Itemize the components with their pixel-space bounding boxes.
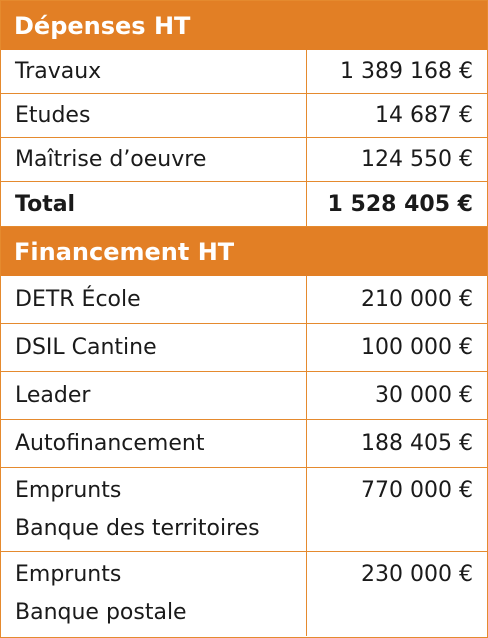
row-label: Etudes bbox=[1, 94, 307, 137]
row-label: Autofinancement bbox=[1, 420, 307, 467]
row-value: 210 000 € bbox=[361, 287, 473, 312]
table-row-emprunts-territoires bbox=[1, 468, 487, 552]
financement-title: Financement HT bbox=[14, 237, 235, 266]
row-label: DSIL Cantine bbox=[1, 324, 307, 371]
row-value: 188 405 € bbox=[361, 431, 473, 456]
row-label: DETR École bbox=[1, 276, 307, 323]
depenses-header bbox=[1, 1, 487, 50]
row-value: 770 000 € bbox=[361, 478, 473, 503]
total-value: 1 528 405 € bbox=[327, 191, 473, 217]
table-row-autofinancement bbox=[1, 420, 487, 468]
row-label-line2: Banque postale bbox=[15, 600, 187, 625]
row-label-line1: Emprunts bbox=[15, 478, 122, 503]
depenses-title: Dépenses HT bbox=[14, 11, 191, 40]
total-label: Total bbox=[1, 182, 307, 226]
table-row-emprunts-postale bbox=[1, 552, 487, 636]
row-label: Leader bbox=[1, 372, 307, 419]
table-row-dsil bbox=[1, 324, 487, 372]
row-value: 100 000 € bbox=[361, 335, 473, 360]
row-label bbox=[1, 552, 307, 636]
row-label: Maîtrise d’oeuvre bbox=[1, 138, 307, 181]
financement-header bbox=[1, 227, 487, 276]
row-value: 14 687 € bbox=[375, 103, 473, 128]
table-row-detr bbox=[1, 276, 487, 324]
table-row-maitrise bbox=[1, 138, 487, 182]
row-label bbox=[1, 468, 307, 551]
table-row-travaux bbox=[1, 50, 487, 94]
row-value: 230 000 € bbox=[361, 562, 473, 587]
row-label-line2: Banque des territoires bbox=[15, 516, 260, 541]
table-row-leader bbox=[1, 372, 487, 420]
row-value: 124 550 € bbox=[361, 147, 473, 172]
row-label-line1: Emprunts bbox=[15, 562, 122, 587]
row-value: 30 000 € bbox=[375, 383, 473, 408]
row-label: Travaux bbox=[1, 50, 307, 93]
table-row-etudes bbox=[1, 94, 487, 138]
row-value: 1 389 168 € bbox=[340, 59, 473, 84]
table-row-total bbox=[1, 182, 487, 227]
